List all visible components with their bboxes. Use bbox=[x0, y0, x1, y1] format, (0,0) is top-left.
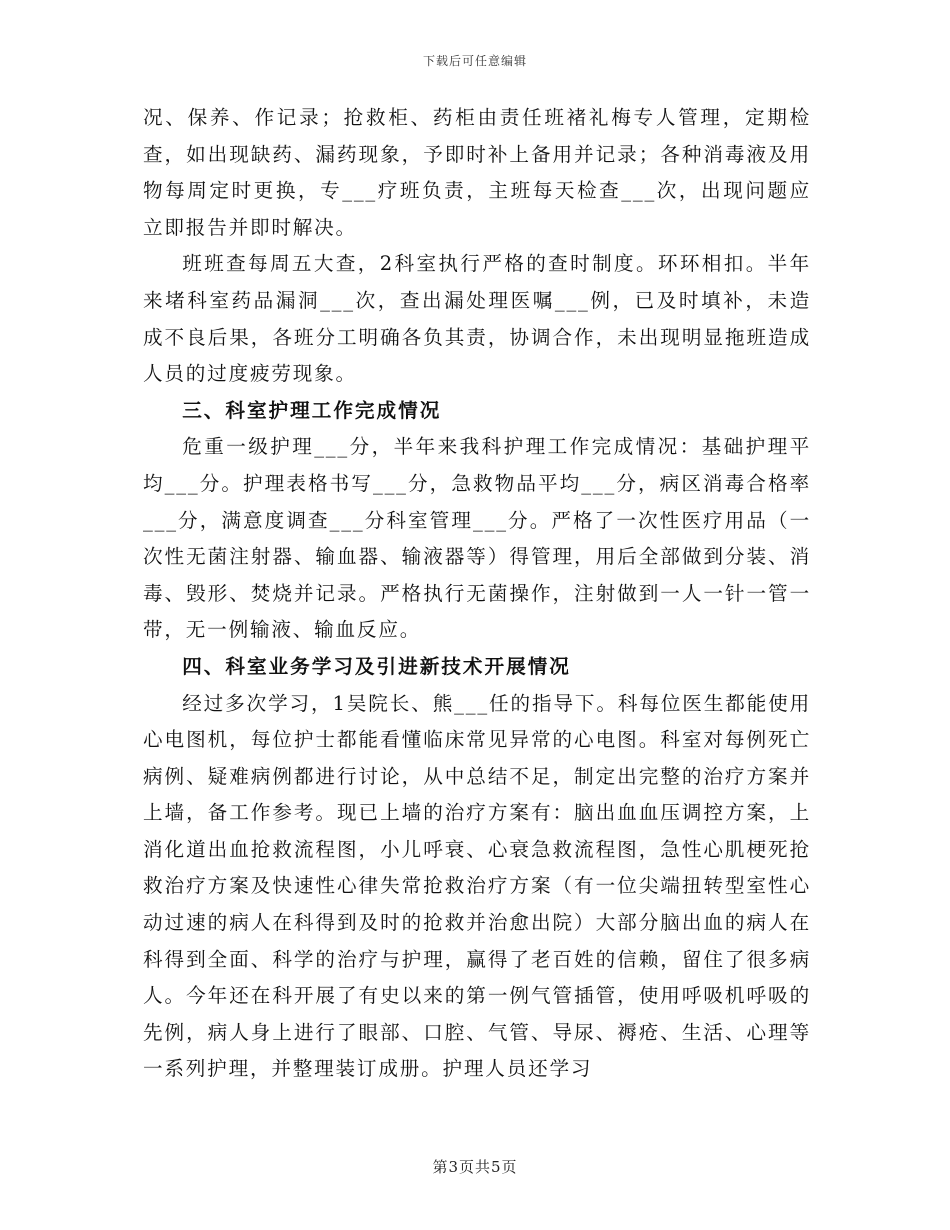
paragraph-nursing-work: 危重一级护理___分，半年来我科护理工作完成情况：基础护理平均___分。护理表格书写___分，急救物品平均___分，病区消毒合格率___分，满意度调查___分科室管理___分。严格了一次性医疗用品（一次性无菌注射器、输血器、输液器等）得管理，用后全部做到分装、消毒、毁形、焚烧并记录。严格执行无菌操作，注射做到一人一针一管一带，无一例输液、输血反应。 bbox=[143, 435, 811, 642]
document-body bbox=[143, 100, 811, 1088]
page-footer: 第3页共5页 bbox=[432, 1158, 518, 1176]
paragraph-business-learning: 经过多次学习，1吴院长、熊___任的指导下。科每位医生都能使用心电图机，每位护士都能看懂临床常见异常的心电图。科室对每例死亡病例、疑难病例都进行讨论，从中总结不足，制定出完整的治疗方案并上墙，备工作参考。现已上墙的治疗方案有：脑出血血压调控方案，上消化道出血抢救流程图，小儿呼衰、心衰急救流程图，急性心肌梗死抢救治疗方案及快速性心律失常抢救治疗方案（有一位尖端扭转型室性心动过速的病人在科得到及时的抢救并治愈出院）大部分脑出血的病人在科得到全面、科学的治疗与护理，赢得了老百姓的信赖，留住了很多病人。今年还在科开展了有史以来的第一例气管插管，使用呼吸机呼吸的先例，病人身上进行了眼部、口腔、气管、导尿、褥疮、生活、心理等一系列护理，并整理装订成册。护理人员还学习 bbox=[143, 691, 811, 1081]
paragraph-continued: 况、保养、作记录；抢救柜、药柜由责任班褚礼梅专人管理，定期检查，如出现缺药、漏药现象，予即时补上备用并记录；各种消毒液及用物每周定时更换，专___疗班负责，主班每天检查___次，出现问题应立即报告并即时解决。 bbox=[143, 106, 811, 239]
section-heading-nursing-work: 三、科室护理工作完成情况 bbox=[182, 398, 442, 422]
page-header: 下载后可任意编辑 bbox=[422, 54, 527, 68]
section-heading-business-learning: 四、科室业务学习及引进新技术开展情况 bbox=[182, 654, 571, 678]
paragraph-inspection: 班班查每周五大查，2科室执行严格的查时制度。环环相扣。半年来堵科室药品漏洞___次，查出漏处理医嘱___例，已及时填补，未造成不良后果，各班分工明确各负其责，协调合作，未出现明显拖班造成人员的过度疲劳现象。 bbox=[143, 252, 811, 386]
